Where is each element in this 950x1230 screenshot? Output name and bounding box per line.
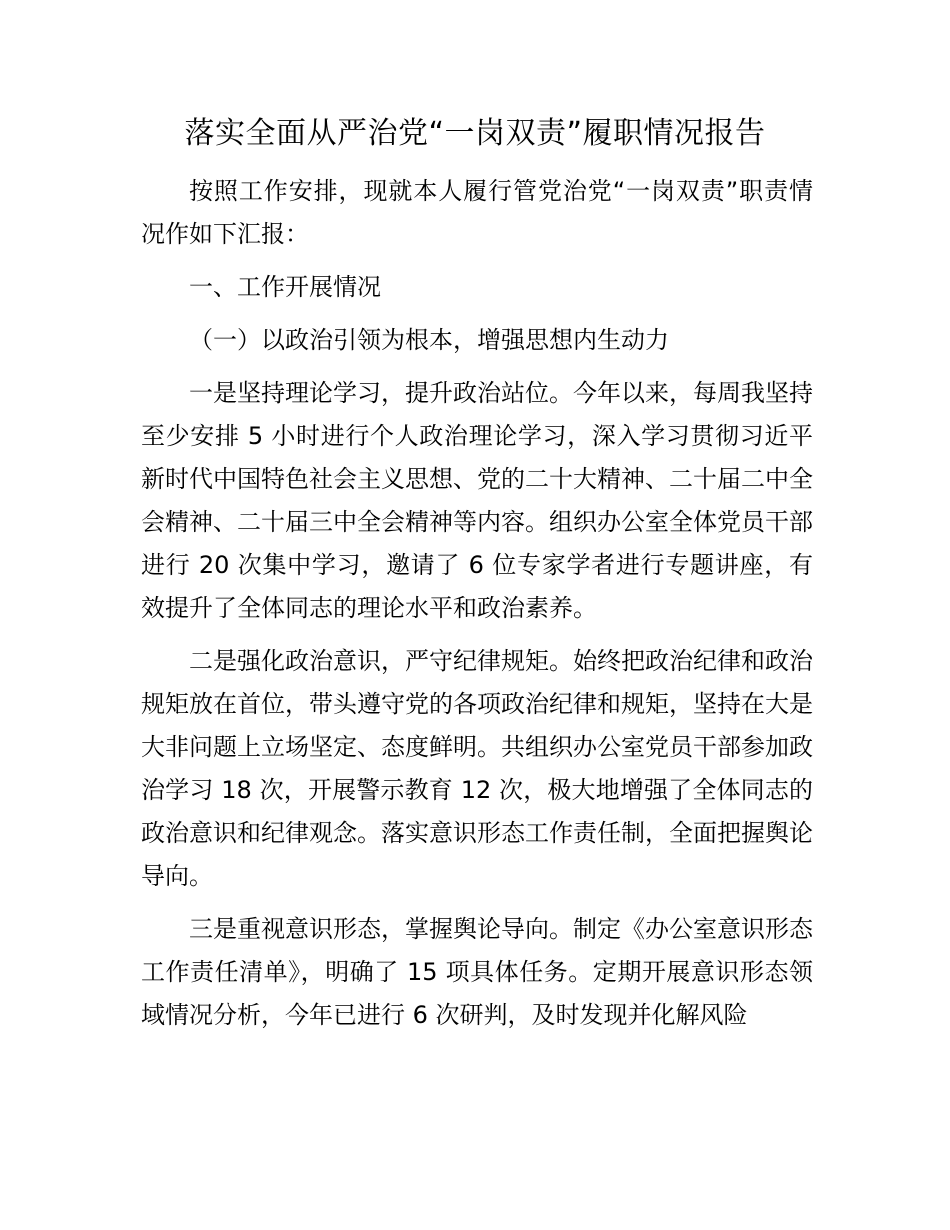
intro-paragraph: 按照工作安排，现就本人履行管党治党“一岗双责”职责情况作如下汇报： (141, 177, 813, 248)
document-title: 落实全面从严治党“一岗双责”履职情况报告 (184, 116, 766, 151)
subsection-heading: （一）以政治引领为根本，增强思想内生动力 (189, 326, 669, 354)
section-heading: 一、工作开展情况 (189, 273, 381, 301)
body-paragraph: 二是强化政治意识，严守纪律规矩。始终把政治纪律和政治规矩放在首位，带头遵守党的各项政治纪律和规矩，坚持在大是大非问题上立场坚定、态度鲜明。共组织办公室党员干部参加政治学习 18 次，开展警示教育 12 次，极大地增强了全体同志的政治意识和纪律观念。落实意识形态工作责任制，全面把握舆论导向。 (141, 647, 813, 890)
body-paragraph: 三是重视意识形态，掌握舆论导向。制定《办公室意识形态工作责任清单》，明确了 15 项具体任务。定期开展意识形态领域情况分析，今年已进行 6 次研判，及时发现并化解风险 (141, 915, 813, 1029)
document-body (141, 170, 813, 1047)
body-paragraph: 一是坚持理论学习，提升政治站位。今年以来，每周我坚持至少安排 5 小时进行个人政治理论学习，深入学习贯彻习近平新时代中国特色社会主义思想、党的二十大精神、二十届二中全会精神、二十届三中全会精神等内容。组织办公室全体党员干部进行 20 次集中学习，邀请了 6 位专家学者进行专题讲座，有效提升了全体同志的理论水平和政治素养。 (141, 379, 813, 622)
